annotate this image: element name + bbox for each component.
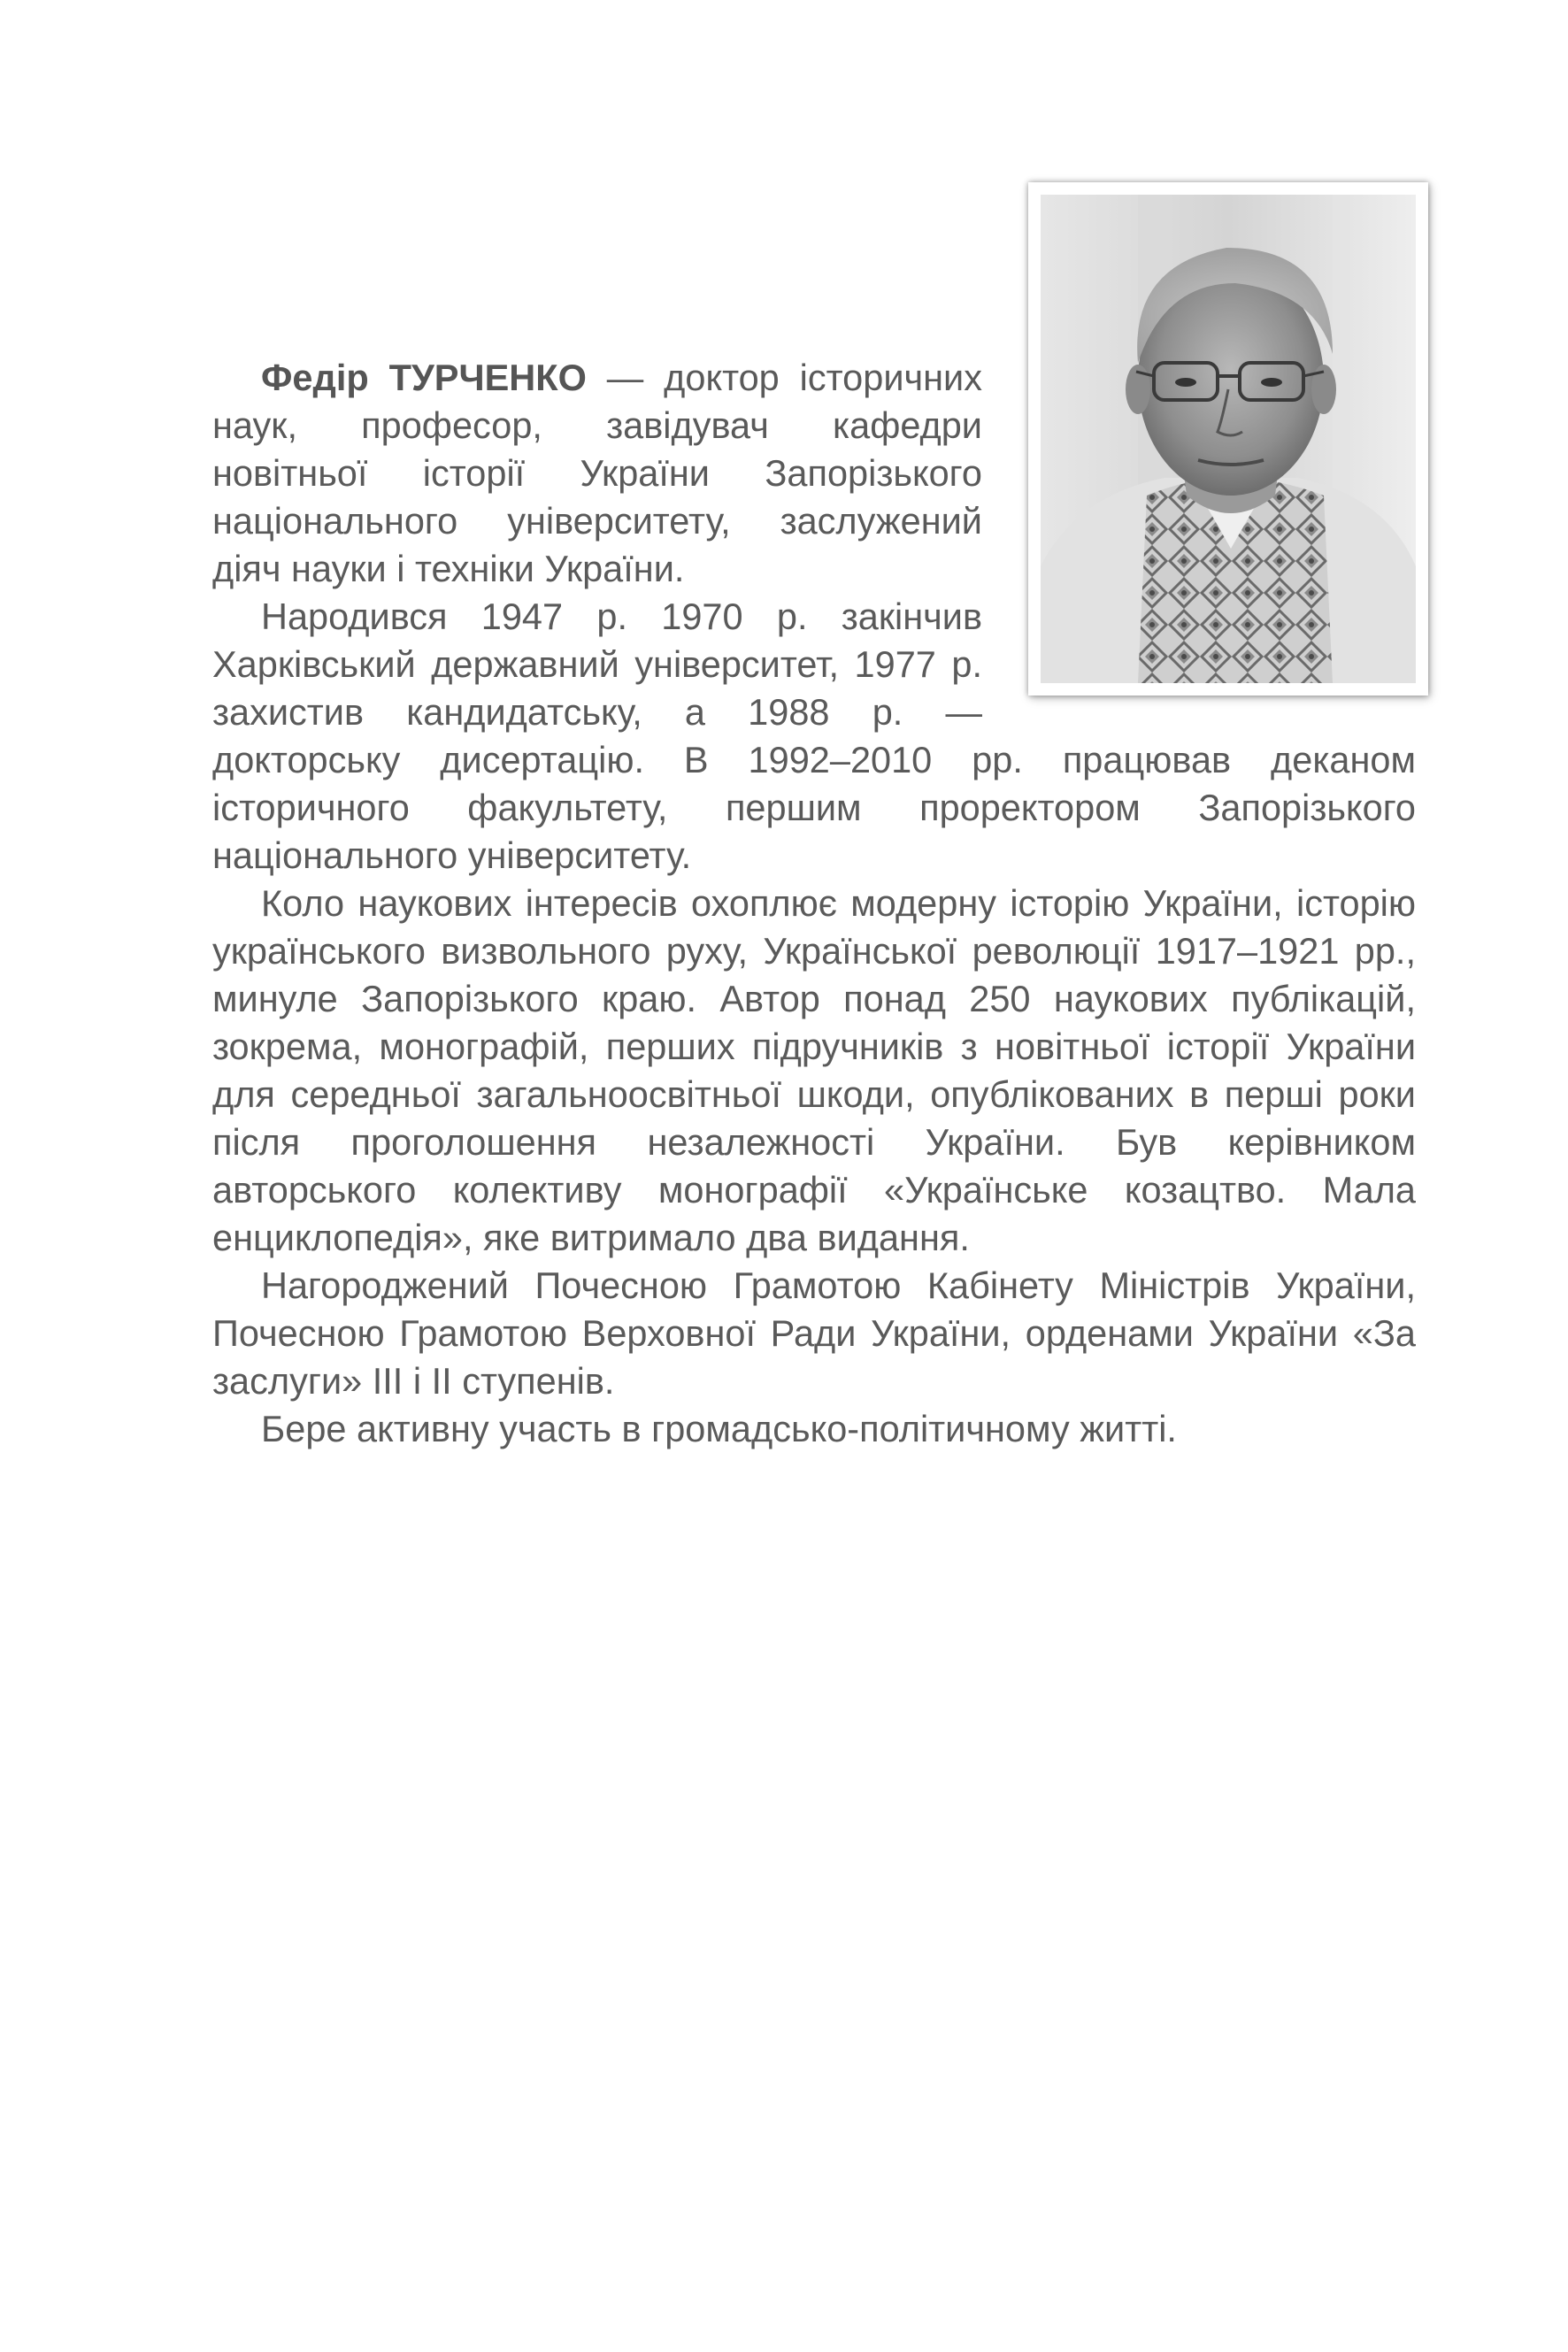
bio-paragraph: Коло наукових інтересів охоплює модерну історію України, історію українського визвольного руху, Української революції 1917–1921 рр., минуле Запорізького краю. Автор понад 250 наукових публікацій, зокрема, монографій, перших підручників з новітньої історії України для середньої загальноосвітньої шкоди, опублікованих в перші роки після проголошення незалежності України. Був керівником авторського колективу монографії «Українське козацтво. Мала енциклопедія», яке витримало два видання. xyxy=(212,882,1416,1258)
author-photo-frame xyxy=(1028,182,1428,696)
author-portrait-photo xyxy=(1041,195,1416,683)
bio-paragraph: Народився 1947 р. 1970 р. закінчив Харківський державний університет, 1977 р. захистив кандидатську, а 1988 р. — докторську дисертацію. В 1992–2010 рр. працював деканом історичного факультету, першим проректором Запорізького національного університету. xyxy=(212,596,1416,876)
author-name: Федір ТУРЧЕНКО xyxy=(261,357,587,398)
bio-intro-text: — доктор історичних наук, професор, завідувач кафедри новітньої історії України Запорізького національного університету, заслужений діяч науки і техніки України. xyxy=(212,357,982,589)
biography-text xyxy=(212,354,1416,1453)
bio-paragraph: Бере активну участь в громадсько-політичному житті. xyxy=(261,1408,1177,1449)
bio-paragraph: Нагороджений Почесною Грамотою Кабінету Міністрів України, Почесною Грамотою Верховної Ради України, орденами України «За заслуги» ІІІ і ІІ ступенів. xyxy=(212,1264,1416,1402)
